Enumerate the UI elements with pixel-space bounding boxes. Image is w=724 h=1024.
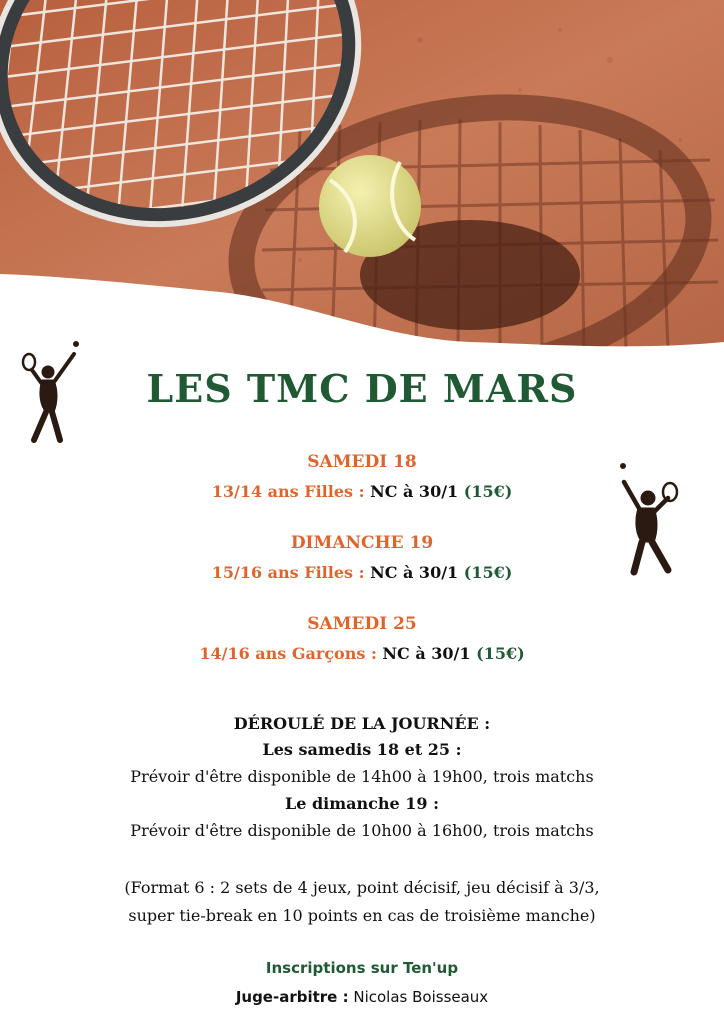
sunday-label: Le dimanche 19 : xyxy=(284,794,440,813)
event-category: 14/16 ans Garçons : xyxy=(199,644,377,663)
event-category-line xyxy=(0,563,724,582)
format-line-2: super tie-break en 10 points en cas de troisième manche) xyxy=(128,906,596,925)
event-price: (15€) xyxy=(463,482,513,501)
event-day: SAMEDI 25 xyxy=(307,614,417,634)
hero-tennis-photo xyxy=(0,0,724,360)
event-day: SAMEDI 18 xyxy=(307,452,417,472)
event-level: NC à 30/1 xyxy=(370,563,459,582)
judge-name: Nicolas Boisseaux xyxy=(353,988,489,1006)
event-price: (15€) xyxy=(463,563,513,582)
inscriptions-text: Inscriptions sur Ten'up xyxy=(265,959,459,977)
event-day: DIMANCHE 19 xyxy=(290,533,434,553)
judge-line xyxy=(0,988,724,1006)
schedule-heading: DÉROULÉ DE LA JOURNÉE : xyxy=(233,714,491,733)
judge-label: Juge-arbitre : xyxy=(235,988,349,1006)
event-category-line xyxy=(0,644,724,663)
saturdays-label: Les samedis 18 et 25 : xyxy=(262,740,462,759)
saturdays-text: Prévoir d'être disponible de 14h00 à 19h00, trois matchs xyxy=(130,767,594,786)
event-category: 13/14 ans Filles : xyxy=(211,482,365,501)
event-category: 15/16 ans Filles : xyxy=(211,563,365,582)
event-level: NC à 30/1 xyxy=(382,644,471,663)
event-block-2 xyxy=(0,533,724,582)
day-schedule xyxy=(0,712,724,844)
event-category-line xyxy=(0,482,724,501)
event-block-3 xyxy=(0,614,724,663)
match-format xyxy=(0,874,724,930)
page-title: LES TMC DE MARS xyxy=(146,366,578,411)
event-level: NC à 30/1 xyxy=(370,482,459,501)
event-price: (15€) xyxy=(476,644,525,663)
event-block-1 xyxy=(0,452,724,501)
format-line-1: (Format 6 : 2 sets de 4 jeux, point décisif, jeu décisif à 3/3, xyxy=(124,878,600,897)
sunday-text: Prévoir d'être disponible de 10h00 à 16h00, trois matchs xyxy=(130,821,594,840)
